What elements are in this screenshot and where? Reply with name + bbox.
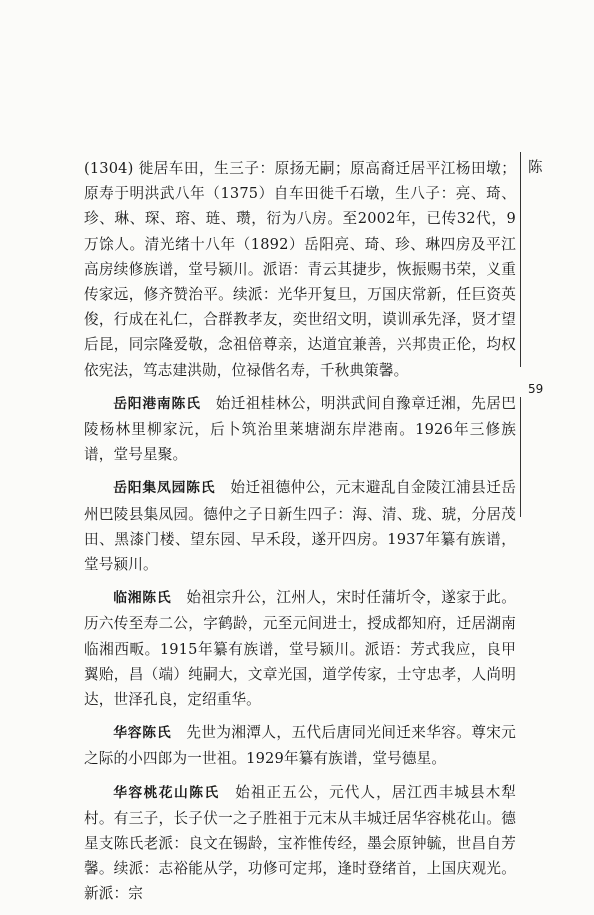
margin-rule — [520, 397, 521, 517]
clan-heading: 华容陈氏 — [113, 725, 172, 742]
clan-heading: 华容桃花山陈氏 — [113, 784, 220, 801]
paragraph-text: (1304) 徙居车田，生三子：原扬无嗣；原高裔迁居平江杨田墩；原寿于明洪武八年（1375）自车田徙千石墩，生八子：亮、琦、珍、琳、琛、瑢、琏、瓒，衍为八房。至2002年，已传32代，9万馀人。清光绪十八年（1892）岳阳亮、琦、珍、琳四房及平江高房续修族谱，堂号颍川。派语：青云其捷步，恢振赐书荣，义重传家远，修齐赞治平。续派：光华开复旦，万国庆常新，任巨资英俊，行成在礼仁，合群教孝友，奕世绍文明，谟训承先泽，贤才望后昆，同宗隆爱敬，念祖倍尊亲，达道宜兼善，兴邦贵正伦，均权依宪法，笃志建洪勋，位禄偕名寿，千秋典策馨。 — [84, 160, 516, 379]
paragraph — [84, 156, 516, 383]
body-text — [84, 156, 516, 915]
clan-entry — [84, 475, 516, 577]
clan-heading: 岳阳港南陈氏 — [113, 395, 201, 412]
clan-entry — [84, 585, 516, 712]
section-tab: 陈 — [528, 160, 543, 176]
clan-entry — [84, 720, 516, 771]
paragraph-text: 始祖宗升公，江州人，宋时任蒲圻令，遂家于此。历六传至寿二公，字鹤龄，元至元间进士，授成都知府，迁居湖南临湘西畈。1915年纂有族谱，堂号颍川。派语：芳式我应，良甲翼贻，昌（端）纯嗣大，文章光国，道学传家，士守忠孝，人尚明达，世泽孔良，定绍重华。 — [84, 589, 517, 709]
margin-rule — [520, 152, 521, 367]
clan-entry — [84, 391, 516, 468]
paragraph-text: 先世为湘潭人，五代后唐同光间迁来华容。尊宋元之际的小四郎为一世祖。1929年纂有族谱，堂号德星。 — [84, 724, 517, 768]
paragraph-text: 始迁祖德仲公，元末避乱自金陵江浦县迁岳州巴陵县集凤园。德仲之子日新生四子：海、清、珑、琥，分居茂田、黑漆门楼、望东园、早禾段，遂开四房。1937年纂有族谱，堂号颍川。 — [84, 479, 516, 574]
clan-heading: 临湘陈氏 — [113, 590, 172, 607]
paragraph-text: 始迁祖桂林公，明洪武间自豫章迁湘，先居巴陵杨林里柳家沅，后卜筑治里莱塘湖东岸港南。1926年三修族谱，堂号星聚。 — [84, 394, 517, 464]
clan-entry — [84, 780, 516, 907]
clan-heading: 岳阳集凤园陈氏 — [113, 480, 216, 497]
paragraph-text: 始祖正五公，元代人，居江西丰城县木犁村。有三子，长子伏一之子胜祖于元末从丰城迁居华容桃花山。德星支陈氏老派：良文在锡龄，宝祚惟传经，墨会原钟毓，世昌自芳馨。续派：志裕能从学，功修可定邦，逢时登绪首，上国庆观光。新派：宗 — [84, 783, 516, 903]
page-number: 59 — [528, 382, 544, 396]
